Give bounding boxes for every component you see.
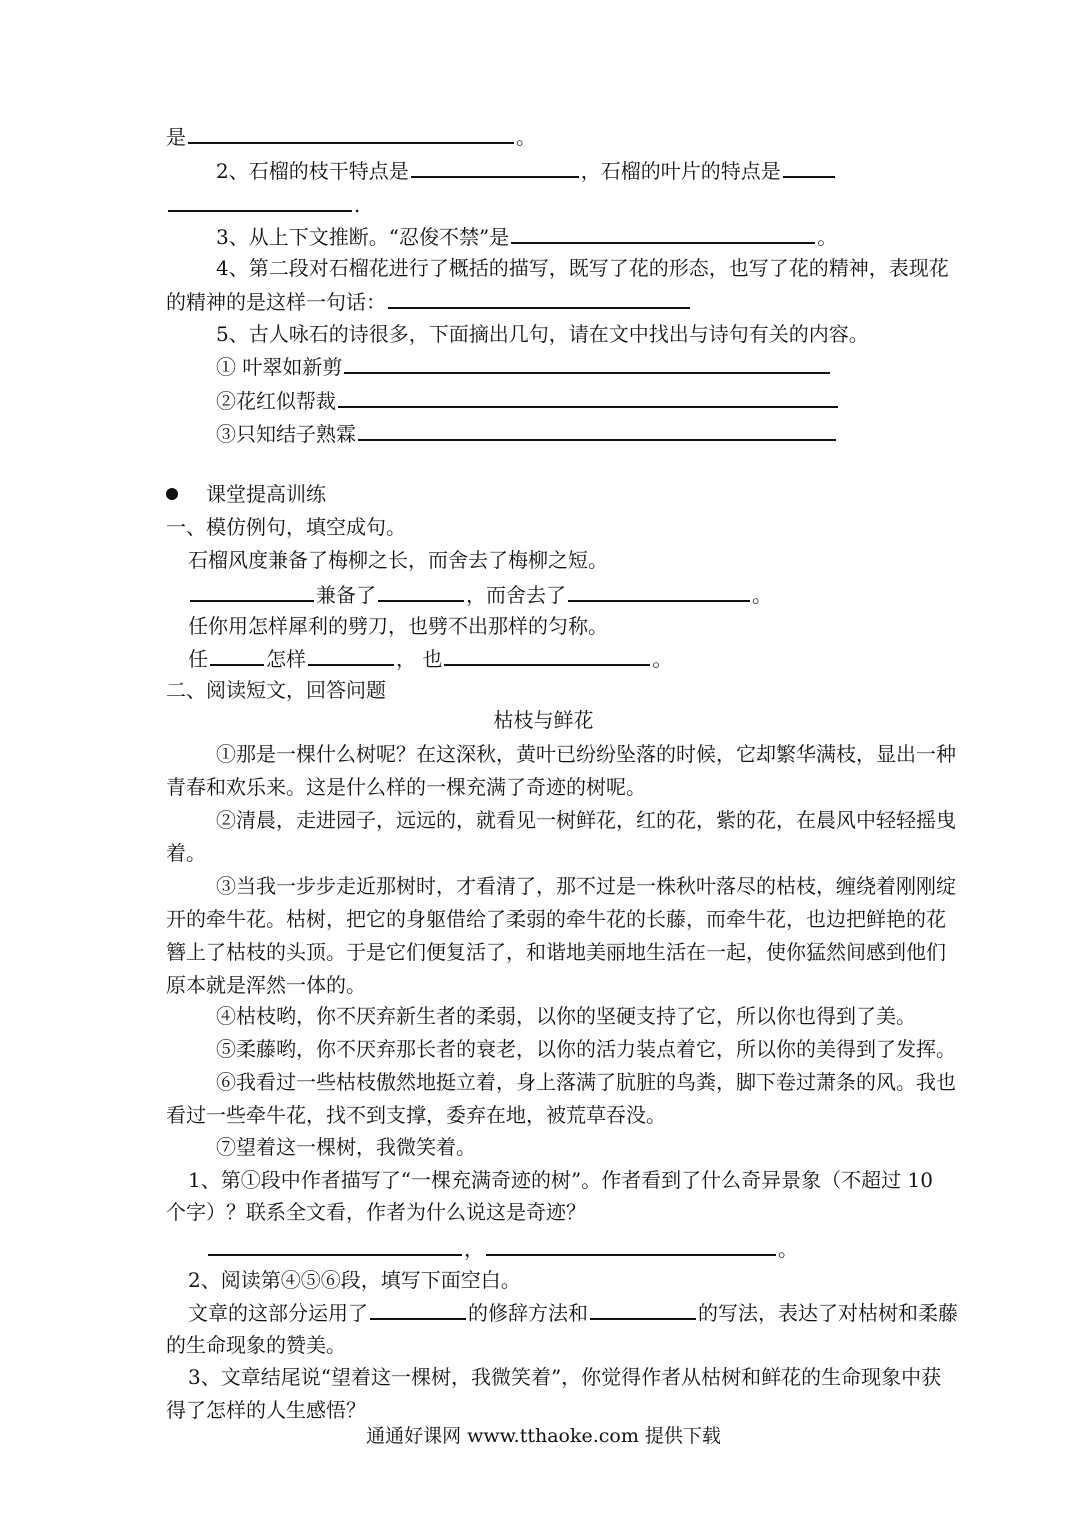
bullet-icon xyxy=(166,488,178,500)
text: 文章的这部分运用了 xyxy=(188,1301,368,1325)
question-2 xyxy=(216,156,1076,184)
question-text: 2、石榴的枝干特点是 xyxy=(216,159,409,183)
fill-sentence-2 xyxy=(188,644,1048,672)
poem-line-1 xyxy=(216,352,1076,380)
poem-text: ②花红似帮裁 xyxy=(216,389,336,413)
answer-blank[interactable] xyxy=(590,1298,696,1320)
answer-blank[interactable] xyxy=(568,580,750,602)
answer-blank[interactable] xyxy=(378,580,464,602)
paragraph-6-cont: 看过一些牵牛花，找不到支撑，委弃在地，被荒草吞没。 xyxy=(166,1103,666,1127)
paragraph-1: ①那是一棵什么树呢？在这深秋，黄叶已纷纷坠落的时候，它却繁华满枝，显出一种 xyxy=(216,742,956,766)
answer-blank[interactable] xyxy=(190,580,314,602)
text: 。 xyxy=(752,583,772,607)
text: ，而舍去了 xyxy=(466,583,566,607)
question-1-cont: 个字）？联系全文看，作者为什么说这是奇迹？ xyxy=(166,1200,586,1224)
question-2b: 2、阅读第④⑤⑥段，填写下面空白。 xyxy=(188,1268,521,1292)
poem-text: ① 叶翠如新剪 xyxy=(216,355,343,379)
exercise-1-title: 一、模仿例句，填空成句。 xyxy=(166,515,406,539)
answer-blank[interactable] xyxy=(338,386,838,408)
text: 任 xyxy=(188,647,208,671)
paragraph-1-cont: 青春和欢乐来。这是什么样的一棵充满了奇迹的树呢。 xyxy=(166,775,646,799)
answer-blank[interactable] xyxy=(188,122,514,144)
answer-line-1 xyxy=(166,122,1026,150)
answer-blank[interactable] xyxy=(388,287,690,309)
text: 。 xyxy=(652,647,673,671)
text: . xyxy=(354,193,361,217)
question-text: ，石榴的叶片的特点是 xyxy=(580,159,781,183)
paragraph-7: ⑦望着这一棵树，我微笑着。 xyxy=(216,1135,476,1159)
question-1-answer xyxy=(206,1234,1066,1262)
text: 。 xyxy=(516,125,536,149)
answer-blank[interactable] xyxy=(411,156,579,178)
question-text: 的精神的是这样一句话： xyxy=(166,290,386,314)
question-text: 3、从上下文推断。“忍俊不禁”是 xyxy=(216,225,510,249)
answer-blank[interactable] xyxy=(168,190,352,212)
text: ， xyxy=(464,1237,484,1261)
paragraph-6: ⑥我看过一些枯枝傲然地挺立着，身上落满了肮脏的鸟粪，脚下卷过萧条的风。我也 xyxy=(216,1070,956,1094)
answer-blank[interactable] xyxy=(344,352,830,374)
example-sentence-2: 任你用怎样犀利的劈刀，也劈不出那样的匀称。 xyxy=(188,614,608,638)
question-2-continued xyxy=(166,190,1026,218)
answer-blank[interactable] xyxy=(358,419,836,441)
paragraph-3: ③当我一步步走近那树时，才看清了，那不过是一株秋叶落尽的枯枝，缠绕着刚刚绽 xyxy=(216,874,956,898)
fill-sentence-1 xyxy=(188,580,1048,608)
answer-blank[interactable] xyxy=(783,156,835,178)
paragraph-4: ④枯枝哟，你不厌弃新生者的柔弱，以你的坚硬支持了它，所以你也得到了美。 xyxy=(216,1004,916,1028)
question-5: 5、古人咏石的诗很多，下面摘出几句，请在文中找出与诗句有关的内容。 xyxy=(216,322,869,346)
paragraph-3-cont-2: 簪上了枯枝的头顶。于是它们便复活了，和谐地美丽地生活在一起，使你猛然间感到他们 xyxy=(166,940,946,964)
text: 的修辞方法和 xyxy=(468,1301,588,1325)
question-3b: 3、文章结尾说“望着这一棵树，我微笑着”，你觉得作者从枯树和鲜花的生命现象中获 xyxy=(188,1365,942,1389)
text: ， 也 xyxy=(396,647,443,671)
answer-blank[interactable] xyxy=(486,1234,776,1256)
section-heading xyxy=(166,480,1026,508)
article-title: 枯枝与鲜花 xyxy=(493,708,594,732)
question-2b-fill xyxy=(188,1298,1048,1326)
poem-line-2 xyxy=(216,386,1076,414)
page-footer: 通通好课网 www.tthaoke.com 提供下载 xyxy=(366,1425,721,1447)
text: 的写法，表达了对枯树和柔藤 xyxy=(698,1301,958,1325)
text: 怎样 xyxy=(266,647,306,671)
text: 是 xyxy=(166,125,186,149)
answer-blank[interactable] xyxy=(308,644,394,666)
text: 兼备了 xyxy=(316,583,376,607)
exercise-2-title: 二、阅读短文，回答问题 xyxy=(166,678,386,702)
question-4: 4、第二段对石榴花进行了概括的描写，既写了花的形态，也写了花的精神，表现花 xyxy=(216,256,949,280)
answer-blank[interactable] xyxy=(511,222,815,244)
question-2b-cont: 的生命现象的赞美。 xyxy=(166,1333,346,1357)
question-3 xyxy=(216,222,1076,250)
heading-text: 课堂提高训练 xyxy=(206,482,326,506)
text: 。 xyxy=(817,225,838,249)
answer-blank[interactable] xyxy=(444,644,650,666)
paragraph-3-cont-3: 原本就是浑然一体的。 xyxy=(166,973,366,997)
text: 。 xyxy=(778,1237,798,1261)
poem-text: ③只知结子熟霖 xyxy=(216,422,356,446)
answer-blank[interactable] xyxy=(210,644,264,666)
question-1: 1、第①段中作者描写了“一棵充满奇迹的树”。作者看到了什么奇异景象（不超过 10 xyxy=(188,1168,933,1192)
question-4-continued xyxy=(166,287,1026,315)
paragraph-2-cont: 着。 xyxy=(166,841,206,865)
paragraph-3-cont-1: 开的牵牛花。枯树，把它的身躯借给了柔弱的牵牛花的长藤，而牵牛花，也边把鲜艳的花 xyxy=(166,907,946,931)
answer-blank[interactable] xyxy=(370,1298,466,1320)
question-3b-cont: 得了怎样的人生感悟？ xyxy=(166,1398,366,1422)
answer-blank[interactable] xyxy=(208,1234,462,1256)
paragraph-2: ②清晨，走进园子，远远的，就看见一树鲜花，红的花，紫的花，在晨风中轻轻摇曳 xyxy=(216,808,956,832)
poem-line-3 xyxy=(216,419,1076,447)
example-sentence-1: 石榴风度兼备了梅柳之长，而舍去了梅柳之短。 xyxy=(188,548,608,572)
paragraph-5: ⑤柔藤哟，你不厌弃那长者的衰老，以你的活力装点着它，所以你的美得到了发挥。 xyxy=(216,1037,956,1061)
